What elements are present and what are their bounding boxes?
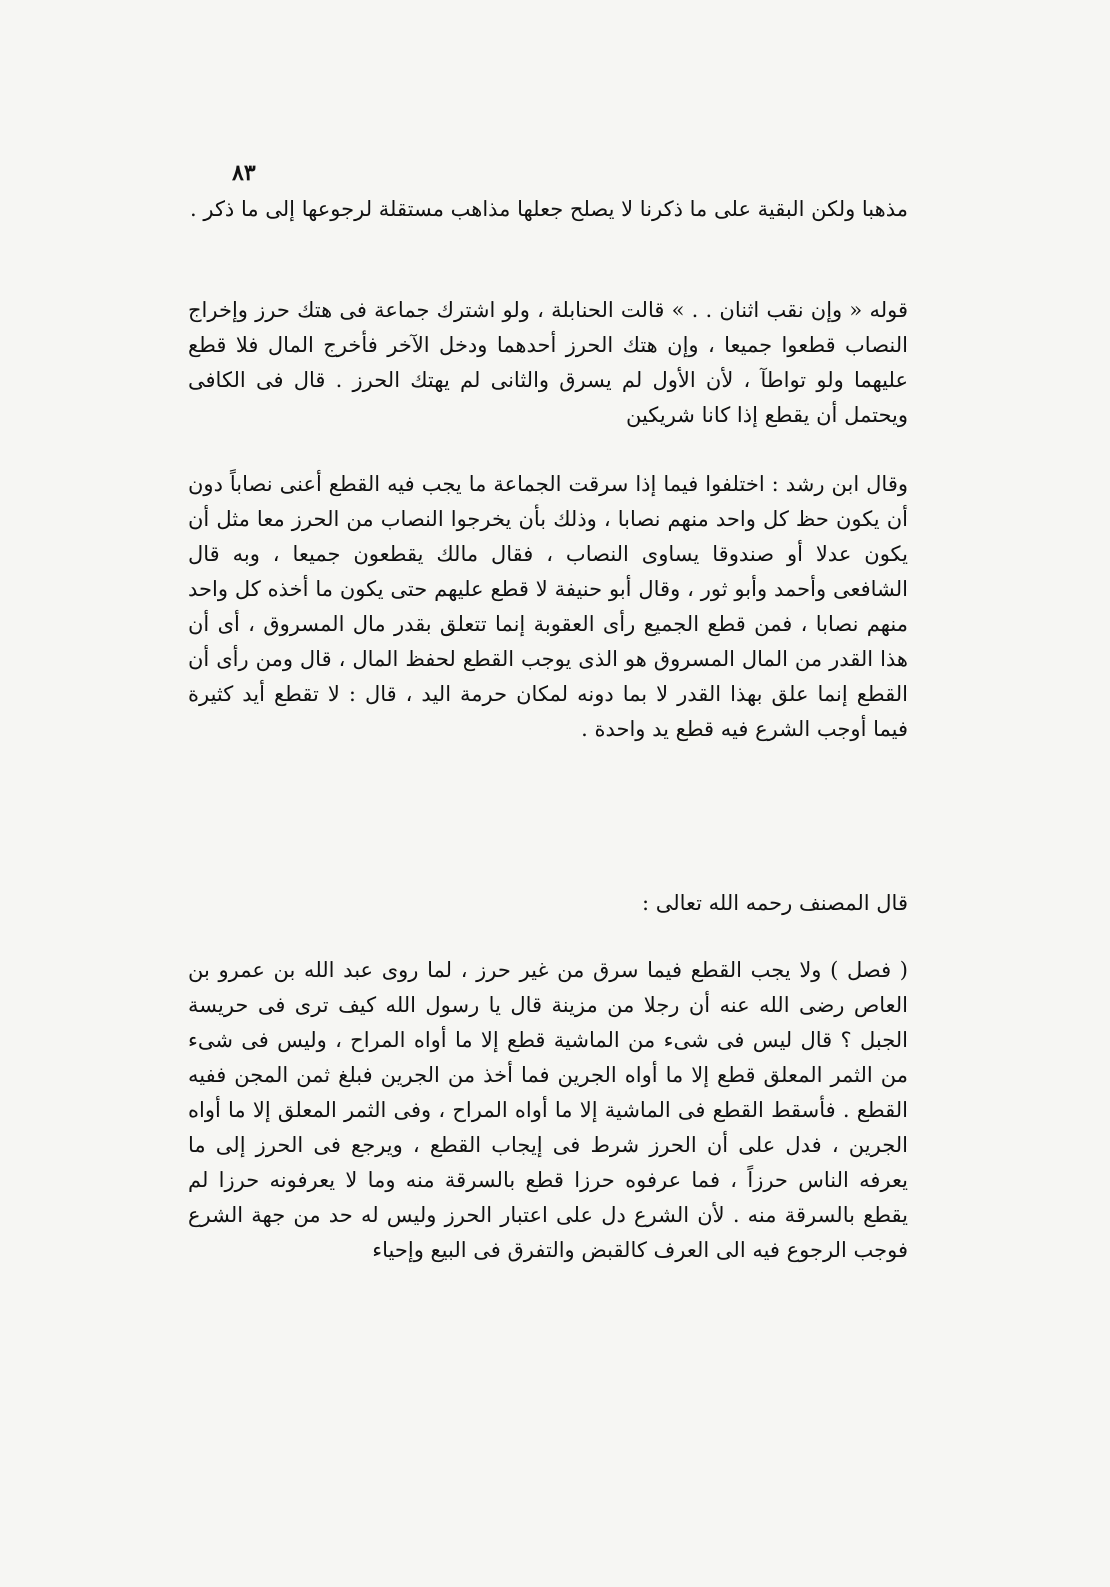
heading-text: قال المصنف رحمه الله تعالى : — [641, 891, 908, 915]
paragraph-fasl — [188, 953, 908, 1268]
paragraph-hanabila — [188, 293, 908, 433]
paragraph-text: وقال ابن رشد : اختلفوا فيما إذا سرقت الجماعة ما يجب فيه القطع أعنى نصاباً دون أن يكون حظ كل واحد منهم نصابا ، وذلك بأن يخرجوا النصاب من الحرز معا مثل أن يكون عدلا أو صندوقا يساوى النصاب ، فقال مالك يقطعون جميعا ، وبه قال الشافعى وأحمد وأبو ثور ، وقال أبو حنيفة لا قطع عليهم حتى يكون ما أخذه كل واحد منهم نصابا ، فمن قطع الجميع رأى العقوبة إنما تتعلق بقدر مال المسروق ، أى أن هذا القدر من المال المسروق هو الذى يوجب القطع لحفظ المال ، قال ومن رأى أن القطع إنما علق بهذا القدر لا بما دونه لمكان حرمة اليد ، قال : لا تقطع أيد كثيرة فيما أوجب الشرع فيه قطع يد واحدة . — [188, 472, 908, 741]
paragraph-text: قوله « وإن نقب اثنان . . » قالت الحنابلة ، ولو اشترك جماعة فى هتك حرز وإخراج النصاب قطعوا جميعا ، وإن هتك الحرز أحدهما ودخل الآخر فأخرج المال فلا قطع عليهما ولو تواطآ ، لأن الأول لم يسرق والثانى لم يهتك الحرز . قال فى الكافى ويحتمل أن يقطع إذا كانا شريكين — [188, 298, 908, 427]
paragraph-continuation — [188, 192, 908, 227]
page-number: ٨٣ — [232, 160, 256, 186]
author-heading — [188, 886, 908, 921]
paragraph-text: ( فصل ) ولا يجب القطع فيما سرق من غير حرز ، لما روى عبد الله بن عمرو بن العاص رضى الله عنه أن رجلا من مزينة قال يا رسول الله كيف ترى فى حريسة الجبل ؟ قال ليس فى شىء من الماشية قطع إلا ما أواه المراح ، وليس فى شىء من الثمر المعلق قطع إلا ما أواه الجرين فما أخذ من الجرين فبلغ ثمن المجن ففيه القطع . فأسقط القطع فى الماشية إلا ما أواه المراح ، وفى الثمر المعلق إلا ما أواه الجرين ، فدل على أن الحرز شرط فى إيجاب القطع ، ويرجع فى الحرز إلى ما يعرفه الناس حرزاً ، فما عرفوه حرزا قطع بالسرقة منه وما لا يعرفونه حرزا لم يقطع بالسرقة منه . لأن الشرع دل على اعتبار الحرز وليس له حد من جهة الشرع فوجب الرجوع فيه الى العرف كالقبض والتفرق فى البيع وإحياء — [188, 958, 908, 1262]
paragraph-text: مذهبا ولكن البقية على ما ذكرنا لا يصلح جعلها مذاهب مستقلة لرجوعها إلى ما ذكر . — [190, 197, 908, 221]
paragraph-ibn-rushd — [188, 467, 908, 747]
